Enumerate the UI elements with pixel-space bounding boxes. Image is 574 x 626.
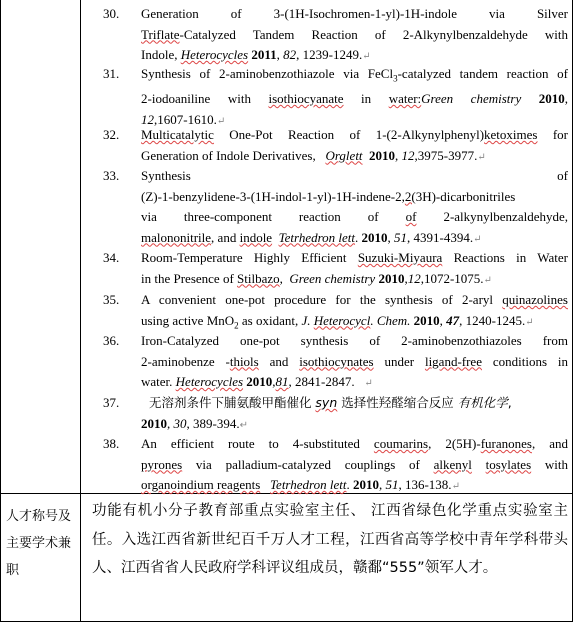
reference-text <box>141 393 568 436</box>
reference-number: 35. <box>103 292 120 307</box>
reference-text <box>141 248 568 291</box>
reference-line: 2-iodoaniline with isothiocyanate in water:Green chemistry 2010, <box>141 91 568 107</box>
reference-line: Iron-Catalyzed one-pot synthesis of 2-aminobenzothiazoles from <box>141 333 568 348</box>
column-divider <box>80 0 81 622</box>
reference-text <box>141 331 568 395</box>
reference-number: 37. <box>103 395 120 410</box>
reference-number: 31. <box>103 66 120 81</box>
reference-line: pyrones via palladium-catalyzed couplings of alkenyl tosylates with <box>141 456 569 472</box>
talent-title-content: 功能有机小分子教育部重点实验室主任、 江西省绿色化学重点实验室主任。入选江西省新世纪百千万人才工程，江西省高等学校中青年学科带头人、江西省省人民政府学科评议组成员，赣鄱“555”领军人才。 <box>92 503 568 576</box>
reference-line: using active MnO$_2$ as oxidant, J. Heterocycl. Chem. 2010, 47, 1240-1245.↵ <box>141 312 534 331</box>
reference-line: 2010, 30, 389-394.↵ <box>141 415 248 431</box>
reference-line: Multicatalytic One-Pot Reaction of 1-(2-Alkynylphenyl)ketoximes for <box>141 127 568 142</box>
talent-title-label: 人才称号及主要学术兼职 <box>6 509 72 578</box>
reference-number: 34. <box>103 250 120 265</box>
reference-line: Triflate-Catalyzed Tandem Reaction of 2-Alkynylbenzaldehyde with <box>141 26 568 42</box>
reference-line: 无溶剂条件下脯氨酸甲酯催化 syn 选择性羟醛缩合反应 有机化学, <box>141 395 512 410</box>
reference-line: via three-component reaction of of 2-alkynylbenzaldehyde, <box>141 209 568 224</box>
reference-number: 30. <box>103 6 120 21</box>
reference-line: 12,1607-1610.↵ <box>141 111 226 127</box>
reference-number: 36. <box>103 333 120 348</box>
reference-line: Generation of Indole Derivatives, Orglett 2010, 12,3975-3977.↵ <box>141 147 486 163</box>
reference-line: Synthesis of 2-aminobenzothiazole via FeCl$_3$-catalyzed tandem reaction of <box>141 66 569 84</box>
reference-line: malononitrile, and indole Tetrhedron lett. 2010, 51, 4391-4394.↵ <box>141 229 482 245</box>
reference-text <box>141 64 568 132</box>
reference-number: 38. <box>103 436 120 451</box>
reference-line: organoindium reagents Tetrhedron lett. 2010, 51, 136-138.↵ <box>141 477 460 492</box>
reference-line: Room-Temperature Highly Efficient Suzuki-Miyaura Reactions in Water <box>141 250 568 265</box>
reference-line: A convenient one-pot procedure for the synthesis of 2-aryl quinazolines <box>141 292 568 307</box>
reference-line: in the Presence of Stilbazo, Green chemistry 2010,12,1072-1075.↵ <box>141 270 492 286</box>
reference-text <box>141 290 568 336</box>
reference-line: 2-aminobenze -thiols and isothiocynates under ligand-free conditions in <box>141 353 568 369</box>
reference-line: (Z)-1-benzylidene-3-(1H-indol-1-yl)-1H-indene-2,2(3H)-dicarbonitriles <box>141 188 516 204</box>
reference-number: 32. <box>103 127 120 142</box>
reference-line: Synthesis of <box>141 168 568 183</box>
reference-number: 33. <box>103 168 120 183</box>
reference-text <box>141 125 568 168</box>
reference-line: An efficient route to 4-substituted coumarins, 2(5H)-furanones, and <box>141 436 568 451</box>
reference-line: water. Heterocycles 2010,81, 2841-2847. ↵ <box>141 374 373 389</box>
reference-text <box>141 4 568 68</box>
reference-text <box>141 166 568 250</box>
reference-line: Generation of 3-(1H-Isochromen-1-yl)-1H-indole via Silver <box>141 6 568 21</box>
reference-line: Indole, Heterocycles 2011, 82, 1239-1249.↵ <box>141 47 371 62</box>
reference-text <box>141 434 568 498</box>
